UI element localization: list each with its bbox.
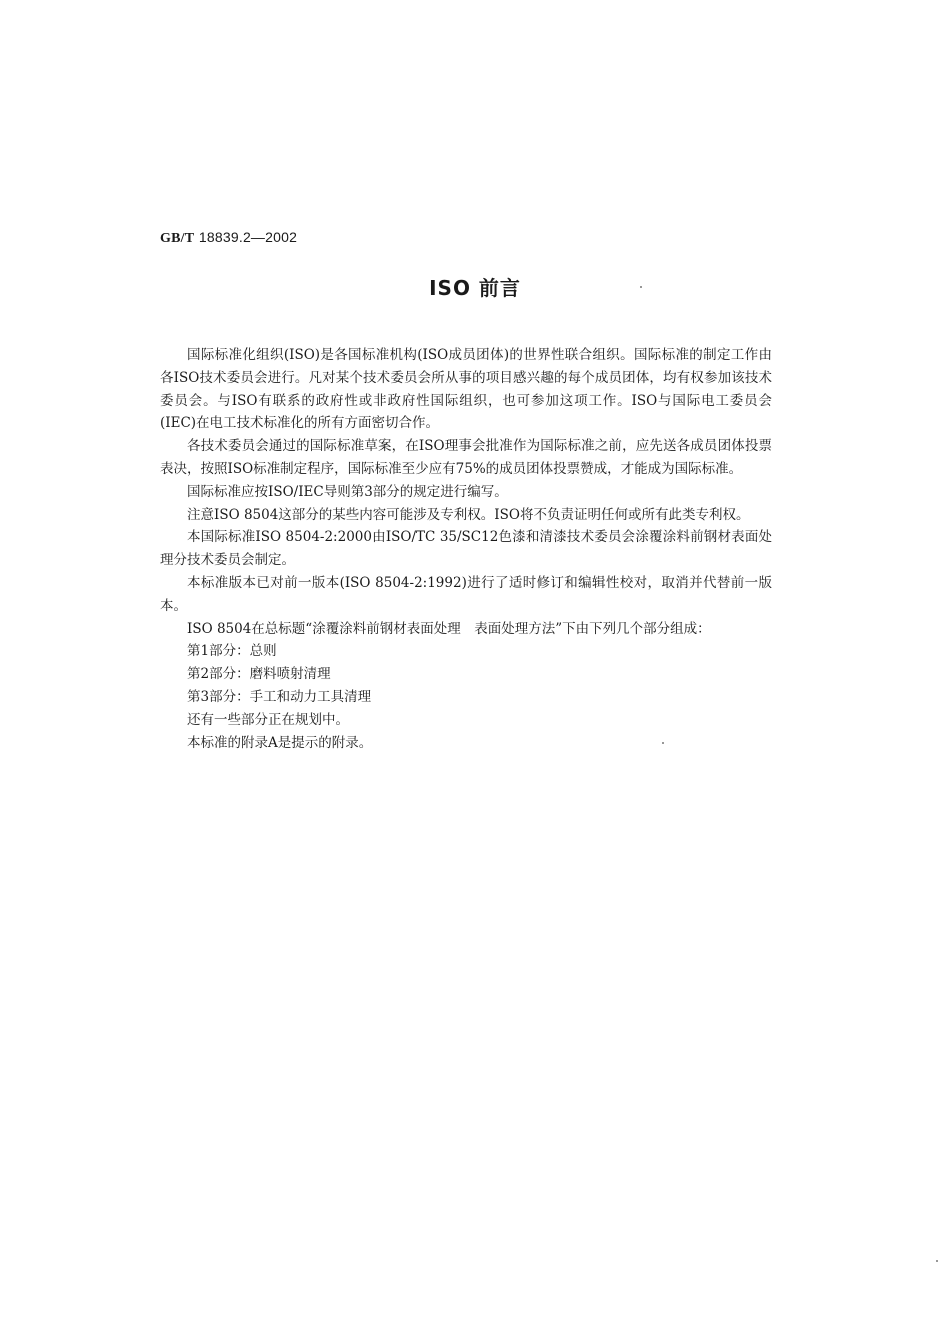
paragraph-patent-notice: 注意ISO 8504这部分的某些内容可能涉及专利权。ISO将不负责证明任何或所有此类专利权。 xyxy=(187,506,750,523)
standard-code-prefix: GB/T xyxy=(160,231,195,246)
list-item-part-2: 第2部分：磨料喷射清理 xyxy=(187,666,331,683)
list-item-part-3: 第3部分：手工和动力工具清理 xyxy=(187,688,372,705)
paragraph-revision: 本标准版本已对前一版本(ISO 8504-2:1992)进行了适时修订和编辑性校对，取消并代替前一版本。 xyxy=(160,574,772,614)
scan-speck xyxy=(662,742,664,744)
paragraph-iso-organization: 国际标准化组织(ISO)是各国标准机构(ISO成员团体)的世界性联合组织。国际标准的制定工作由各ISO技术委员会进行。凡对某个技术委员会所从事的项目感兴趣的每个成员团体，均有权参加该技术委员会。与ISO有联系的政府性或非政府性国际组织，也可参加这项工作。ISO与国际电工委员会(IEC)在电工技术标准化的所有方面密切合作。 xyxy=(160,347,772,432)
paragraph-planned-parts: 还有一些部分正在规划中。 xyxy=(187,711,349,728)
page-title: ISO 前言 xyxy=(429,276,521,300)
paragraph-directives: 国际标准应按ISO/IEC导则第3部分的规定进行编写。 xyxy=(187,483,508,500)
standard-code xyxy=(160,229,297,247)
paragraph-annex-note: 本标准的附录A是提示的附录。 xyxy=(187,734,373,751)
standard-code-number: 18839.2—2002 xyxy=(198,229,298,245)
paragraph-parts-intro: ISO 8504在总标题“涂覆涂料前钢材表面处理 表面处理方法”下由下列几个部分组成： xyxy=(187,620,711,637)
paragraph-committee: 本国际标准ISO 8504-2:2000由ISO/TC 35/SC12色漆和清漆技术委员会涂覆涂料前钢材表面处理分技术委员会制定。 xyxy=(160,529,772,569)
scan-speck xyxy=(640,286,642,288)
list-item-part-1: 第1部分：总则 xyxy=(187,643,277,660)
paragraph-voting: 各技术委员会通过的国际标准草案，在ISO理事会批准作为国际标准之前，应先送各成员团体投票表决，按照ISO标准制定程序，国际标准至少应有75%的成员团体投票赞成，才能成为国际标准。 xyxy=(160,438,772,477)
scan-speck xyxy=(936,1260,938,1262)
foreword-body xyxy=(160,344,772,754)
